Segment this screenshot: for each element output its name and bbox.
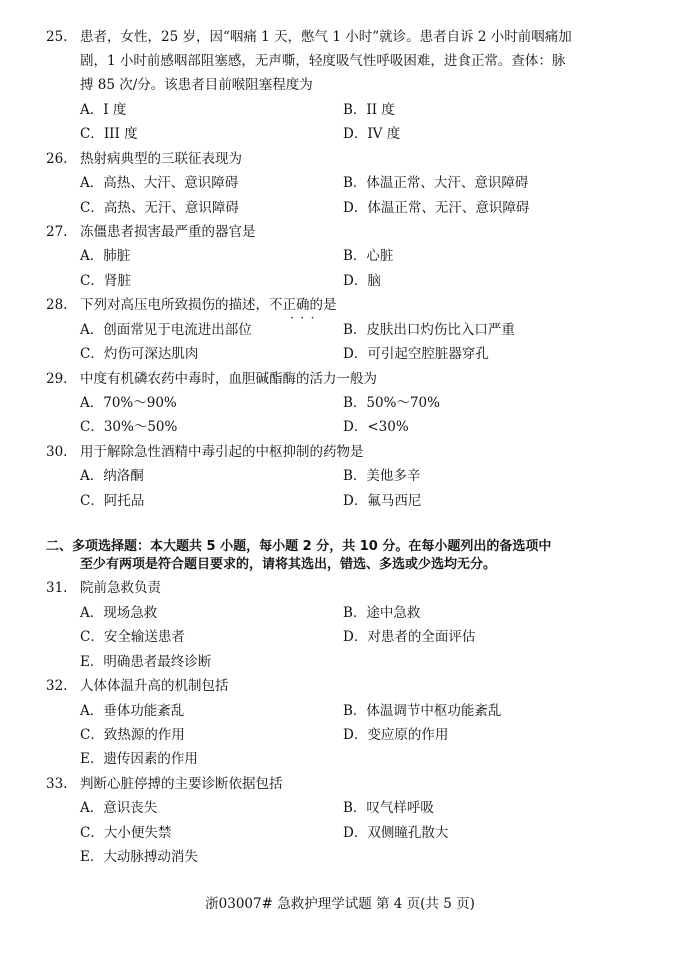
option-d: D．变应原的作用 [343, 727, 449, 743]
option-d: D．<30% [343, 419, 409, 435]
option-e: E．明确患者最终诊断 [80, 654, 212, 670]
option-b: B．体温调节中枢功能紊乱 [343, 703, 502, 719]
question-stem: 院前急救负责 [80, 580, 161, 596]
option-e: E．大动脉搏动消失 [80, 849, 198, 865]
question-stem: 人体体温升高的机制包括 [80, 678, 229, 694]
option-b: B．美他多辛 [343, 468, 421, 484]
option-a: A．纳洛酮 [80, 468, 144, 484]
option-a: A．垂体功能紊乱 [80, 703, 185, 719]
question-stem: 搏 85 次/分。该患者目前喉阻塞程度为 [80, 77, 313, 93]
option-c: C．肾脏 [80, 273, 131, 289]
option-c: C．大小便失禁 [80, 825, 172, 841]
question-stem: 中度有机磷农药中毒时，血胆碱酯酶的活力一般为 [80, 371, 377, 387]
option-b: B．50%～70% [343, 395, 440, 411]
question-number: 25. [46, 29, 68, 45]
option-d: D．体温正常、无汗、意识障碍 [343, 200, 530, 216]
question-stem: 冻僵患者损害最严重的器官是 [80, 224, 256, 240]
question-stem: 剧，1 小时前感咽部阻塞感，无声嘶，轻度吸气性呼吸困难，进食正常。查体：脉 [80, 53, 566, 69]
option-d: D．脑 [343, 273, 381, 289]
question-stem: 热射病典型的三联征表现为 [80, 151, 242, 167]
option-a: A．70%～90% [80, 395, 177, 411]
option-d: D．双侧瞳孔散大 [343, 825, 449, 841]
option-d: D．可引起空腔脏器穿孔 [343, 346, 489, 362]
option-b: B．心脏 [343, 248, 394, 264]
question-stem: 下列对高压电所致损伤的描述，不正确的是 [80, 297, 337, 313]
option-d: D．氟马西尼 [343, 493, 422, 509]
option-b: B．皮肤出口灼伤比入口严重 [343, 322, 515, 338]
option-c: C．致热源的作用 [80, 727, 185, 743]
option-a: A．意识丧失 [80, 800, 158, 816]
section-heading-cont: 至少有两项是符合题目要求的，请将其选出，错选、多选或少选均无分。 [80, 557, 497, 572]
emphasis-dots: ··· [290, 311, 321, 325]
question-stem: 判断心脏停搏的主要诊断依据包括 [80, 776, 283, 792]
question-number: 31. [46, 580, 68, 596]
question-stem: 用于解除急性酒精中毒引起的中枢抑制的药物是 [80, 444, 364, 460]
section-heading: 二、多项选择题：本大题共 5 小题，每小题 2 分，共 10 分。在每小题列出的备选项中 [46, 539, 552, 554]
option-a: A．现场急救 [80, 605, 158, 621]
option-c: C．灼伤可深达肌肉 [80, 346, 199, 362]
option-e: E．遗传因素的作用 [80, 751, 198, 767]
option-c: C．阿托品 [80, 493, 145, 509]
option-a: A．高热、大汗、意识障碍 [80, 175, 239, 191]
option-d: D．IV 度 [343, 126, 401, 142]
option-b: B．途中急救 [343, 605, 421, 621]
question-number: 29. [46, 371, 68, 387]
question-number: 28. [46, 297, 68, 313]
question-number: 33. [46, 776, 68, 792]
option-b: B．II 度 [343, 102, 395, 118]
option-a: A．创面常见于电流进出部位 [80, 322, 252, 338]
option-d: D．对患者的全面评估 [343, 629, 476, 645]
option-c: C．III 度 [80, 126, 138, 142]
question-number: 26. [46, 151, 68, 167]
option-c: C．安全输送患者 [80, 629, 185, 645]
question-number: 32. [46, 678, 68, 694]
option-b: B．叹气样呼吸 [343, 800, 434, 816]
option-a: A．肺脏 [80, 248, 131, 264]
question-number: 27. [46, 224, 68, 240]
option-c: C．高热、无汗、意识障碍 [80, 200, 239, 216]
page-footer: 浙03007# 急救护理学试题 第 4 页(共 5 页) [205, 896, 475, 912]
option-b: B．体温正常、大汗、意识障碍 [343, 175, 529, 191]
option-c: C．30%～50% [80, 419, 178, 435]
question-number: 30. [46, 444, 68, 460]
option-a: A．I 度 [80, 102, 127, 118]
question-stem: 患者，女性，25 岁，因“咽痛 1 天，憋气 1 小时”就诊。患者自诉 2 小时前咽痛加 [80, 29, 572, 45]
